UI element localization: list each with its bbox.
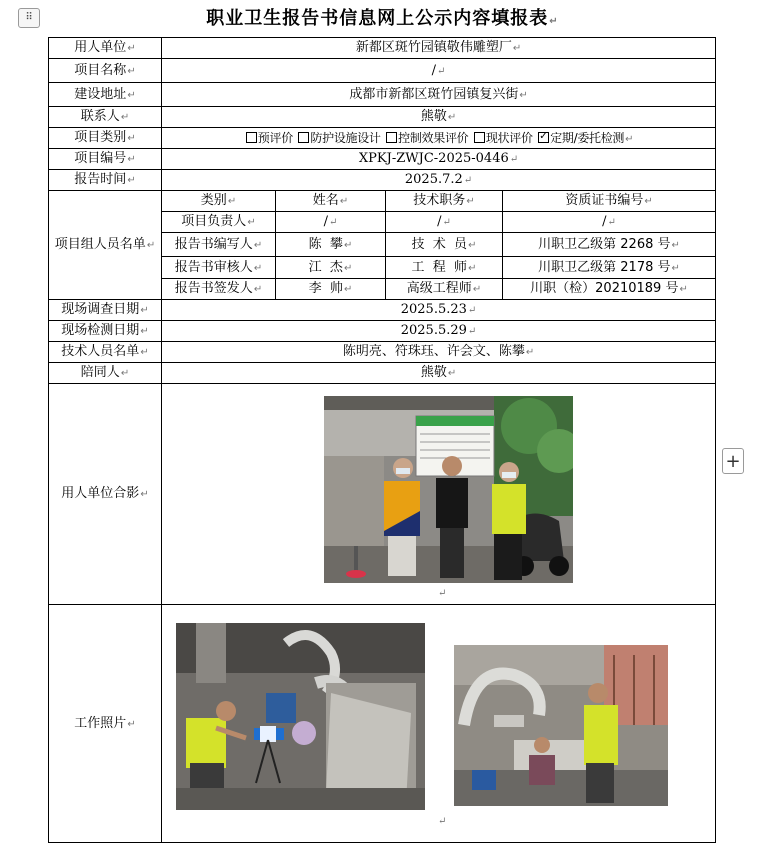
row-technicians: [49, 342, 716, 363]
member-title[interactable]: 高级工程师↵: [386, 279, 503, 300]
row-category: [49, 128, 716, 149]
test-date-label: 现场检测日期↵: [49, 321, 162, 342]
member-role: 报告书审核人↵: [162, 257, 276, 279]
technicians-value[interactable]: 陈明亮、符珠珏、许会文、陈攀↵: [162, 342, 716, 363]
work-photos-label: 工作照片↵: [49, 605, 162, 843]
drag-grid-icon[interactable]: ⠿: [18, 8, 40, 28]
checkbox-control-effect[interactable]: [386, 132, 397, 143]
row-group-photo: [49, 384, 716, 605]
work-photo-1[interactable]: [176, 623, 425, 810]
group-photo[interactable]: [324, 396, 573, 583]
team-label: 项目组人员名单↵: [49, 191, 162, 300]
test-date-value[interactable]: 2025.5.29↵: [162, 321, 716, 342]
row-employer: [49, 38, 716, 59]
row-address: [49, 83, 716, 107]
row-project-name: [49, 59, 716, 83]
employer-label: 用人单位↵: [49, 38, 162, 59]
team-header-title: 技术职务↵: [386, 191, 503, 212]
row-contact: [49, 107, 716, 128]
member-cert[interactable]: 川职卫乙级第 2178 号↵: [503, 257, 716, 279]
group-photo-cell: [162, 384, 716, 605]
member-role: 报告书签发人↵: [162, 279, 276, 300]
team-header-cert: 资质证书编号↵: [503, 191, 716, 212]
row-team-header: [49, 191, 716, 212]
row-project-no: [49, 149, 716, 170]
report-time-label: 报告时间↵: [49, 170, 162, 191]
work-photo-2[interactable]: [454, 645, 668, 806]
row-survey-date: [49, 300, 716, 321]
team-header-name: 姓名↵: [276, 191, 386, 212]
report-form-table: [48, 37, 716, 843]
option-label: 现状评价: [485, 130, 533, 145]
row-companion: [49, 363, 716, 384]
address-label: 建设地址↵: [49, 83, 162, 107]
companion-value[interactable]: 熊敬↵: [162, 363, 716, 384]
member-cert[interactable]: 川职卫乙级第 2268 号↵: [503, 233, 716, 257]
checkbox-status-eval[interactable]: [474, 132, 485, 143]
member-name[interactable]: 陈 攀↵: [276, 233, 386, 257]
para-mark: ↵: [438, 816, 447, 827]
technicians-label: 技术人员名单↵: [49, 342, 162, 363]
member-role: 报告书编写人↵: [162, 233, 276, 257]
option-label: 防护设施设计: [310, 130, 381, 145]
member-name[interactable]: 江 杰↵: [276, 257, 386, 279]
contact-value[interactable]: 熊敬↵: [162, 107, 716, 128]
project-no-label: 项目编号↵: [49, 149, 162, 170]
work-photos-cell: [162, 605, 716, 843]
option-label: 预评价: [257, 130, 293, 145]
member-title[interactable]: 技 术 员↵: [386, 233, 503, 257]
member-name[interactable]: 李 帅↵: [276, 279, 386, 300]
plus-icon[interactable]: +: [722, 448, 744, 474]
address-value[interactable]: 成都市新都区斑竹园镇复兴街↵: [162, 83, 716, 107]
member-name[interactable]: /↵: [276, 212, 386, 233]
row-test-date: [49, 321, 716, 342]
row-report-time: [49, 170, 716, 191]
option-label: 定期/委托检测: [550, 130, 625, 145]
option-label: 控制效果评价: [398, 130, 469, 145]
category-label: 项目类别↵: [49, 128, 162, 149]
employer-value[interactable]: 新都区斑竹园镇敬伟雕塑厂↵: [162, 38, 716, 59]
checkbox-protection-design[interactable]: [298, 132, 309, 143]
companion-label: 陪同人↵: [49, 363, 162, 384]
category-options: 预评价 防护设施设计 控制效果评价 现状评价 ✓ 定期/委托检测↵: [162, 128, 716, 149]
row-work-photos: [49, 605, 716, 843]
survey-date-label: 现场调查日期↵: [49, 300, 162, 321]
member-cert[interactable]: /↵: [503, 212, 716, 233]
report-time-value[interactable]: 2025.7.2↵: [162, 170, 716, 191]
project-name-label: 项目名称↵: [49, 59, 162, 83]
para-mark: ↵: [438, 588, 447, 599]
contact-label: 联系人↵: [49, 107, 162, 128]
survey-date-value[interactable]: 2025.5.23↵: [162, 300, 716, 321]
project-name-value[interactable]: /↵: [162, 59, 716, 83]
member-title[interactable]: /↵: [386, 212, 503, 233]
member-title[interactable]: 工 程 师↵: [386, 257, 503, 279]
page-title: 职业卫生报告书信息网上公示内容填报表↵: [206, 8, 559, 29]
checkbox-periodic-test[interactable]: [538, 132, 549, 143]
member-role: 项目负责人↵: [162, 212, 276, 233]
checkbox-pre-eval[interactable]: [246, 132, 257, 143]
member-cert[interactable]: 川职（检）20210189 号↵: [503, 279, 716, 300]
project-no-value[interactable]: XPKJ-ZWJC-2025-0446↵: [162, 149, 716, 170]
team-header-role: 类别↵: [162, 191, 276, 212]
group-photo-label: 用人单位合影↵: [49, 384, 162, 605]
